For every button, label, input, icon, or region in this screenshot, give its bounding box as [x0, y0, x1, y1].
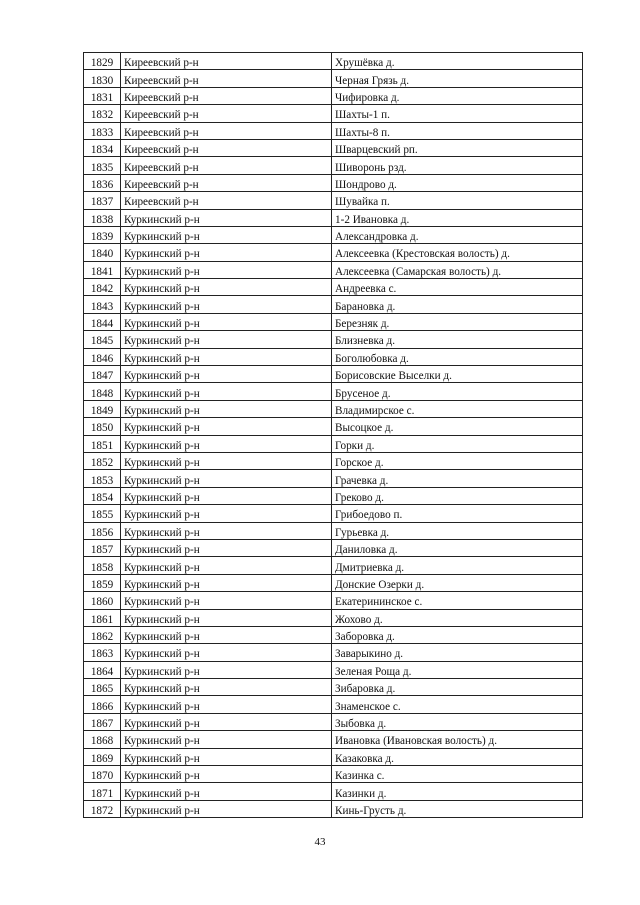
settlement-cell: Шахты-1 п.	[332, 105, 583, 122]
row-number-cell: 1849	[84, 400, 121, 417]
settlement-cell: Заварыкино д.	[332, 644, 583, 661]
row-number-cell: 1872	[84, 800, 121, 817]
row-number-cell: 1865	[84, 679, 121, 696]
district-cell: Куркинский р-н	[121, 435, 332, 452]
row-number-cell: 1871	[84, 783, 121, 800]
table-row	[84, 452, 583, 469]
district-cell: Куркинский р-н	[121, 505, 332, 522]
settlement-cell: Кинь-Грусть д.	[332, 800, 583, 817]
settlement-cell: Хрушёвка д.	[332, 53, 583, 70]
settlement-cell: Грачевка д.	[332, 470, 583, 487]
row-number-cell: 1834	[84, 139, 121, 156]
row-number-cell: 1862	[84, 626, 121, 643]
settlement-cell: Боголюбовка д.	[332, 348, 583, 365]
settlement-cell: Донские Озерки д.	[332, 574, 583, 591]
settlement-cell: Борисовские Выселки д.	[332, 366, 583, 383]
row-number-cell: 1843	[84, 296, 121, 313]
row-number-cell: 1835	[84, 157, 121, 174]
settlement-cell: Жохово д.	[332, 609, 583, 626]
district-cell: Куркинский р-н	[121, 609, 332, 626]
settlement-cell: Владимирское с.	[332, 400, 583, 417]
district-cell: Киреевский р-н	[121, 157, 332, 174]
table-row	[84, 626, 583, 643]
district-cell: Куркинский р-н	[121, 470, 332, 487]
table-row	[84, 192, 583, 209]
district-cell: Куркинский р-н	[121, 279, 332, 296]
settlement-cell: Казаковка д.	[332, 748, 583, 765]
row-number-cell: 1852	[84, 452, 121, 469]
district-cell: Киреевский р-н	[121, 70, 332, 87]
district-cell: Куркинский р-н	[121, 626, 332, 643]
district-cell: Куркинский р-н	[121, 574, 332, 591]
table-row	[84, 644, 583, 661]
page-number: 43	[314, 836, 326, 848]
district-cell: Киреевский р-н	[121, 139, 332, 156]
row-number-cell: 1842	[84, 279, 121, 296]
table-row	[84, 122, 583, 139]
settlement-cell: Гурьевка д.	[332, 522, 583, 539]
row-number-cell: 1845	[84, 331, 121, 348]
settlement-cell: Андреевка с.	[332, 279, 583, 296]
table-row	[84, 470, 583, 487]
row-number-cell: 1838	[84, 209, 121, 226]
table-row	[84, 574, 583, 591]
table-row	[84, 557, 583, 574]
settlement-cell: Шварцевский рп.	[332, 139, 583, 156]
district-cell: Куркинский р-н	[121, 331, 332, 348]
table-row	[84, 70, 583, 87]
table-row	[84, 348, 583, 365]
table-row	[84, 661, 583, 678]
row-number-cell: 1870	[84, 766, 121, 783]
row-number-cell: 1829	[84, 53, 121, 70]
district-cell: Куркинский р-н	[121, 400, 332, 417]
row-number-cell: 1837	[84, 192, 121, 209]
district-cell: Куркинский р-н	[121, 418, 332, 435]
row-number-cell: 1855	[84, 505, 121, 522]
table-row	[84, 505, 583, 522]
settlement-cell: Черная Грязь д.	[332, 70, 583, 87]
row-number-cell: 1841	[84, 261, 121, 278]
district-cell: Киреевский р-н	[121, 174, 332, 191]
row-number-cell: 1830	[84, 70, 121, 87]
district-cell: Куркинский р-н	[121, 557, 332, 574]
table-row	[84, 696, 583, 713]
settlement-cell: Зибаровка д.	[332, 679, 583, 696]
settlement-cell: Знаменское с.	[332, 696, 583, 713]
settlement-cell: Ивановка (Ивановская волость) д.	[332, 731, 583, 748]
table-row	[84, 766, 583, 783]
row-number-cell: 1840	[84, 244, 121, 261]
table-row	[84, 679, 583, 696]
district-cell: Куркинский р-н	[121, 348, 332, 365]
table-row	[84, 366, 583, 383]
settlement-cell: Шондрово д.	[332, 174, 583, 191]
row-number-cell: 1853	[84, 470, 121, 487]
row-number-cell: 1851	[84, 435, 121, 452]
row-number-cell: 1861	[84, 609, 121, 626]
district-cell: Куркинский р-н	[121, 261, 332, 278]
row-number-cell: 1858	[84, 557, 121, 574]
row-number-cell: 1850	[84, 418, 121, 435]
row-number-cell: 1856	[84, 522, 121, 539]
row-number-cell: 1832	[84, 105, 121, 122]
settlement-cell: Казинка с.	[332, 766, 583, 783]
table-row	[84, 261, 583, 278]
table-row	[84, 139, 583, 156]
table-row	[84, 731, 583, 748]
settlement-cell: Греково д.	[332, 487, 583, 504]
settlement-cell: Заборовка д.	[332, 626, 583, 643]
district-cell: Куркинский р-н	[121, 644, 332, 661]
table-row	[84, 87, 583, 104]
district-cell: Куркинский р-н	[121, 783, 332, 800]
table-row	[84, 331, 583, 348]
district-cell: Куркинский р-н	[121, 313, 332, 330]
table-body	[84, 53, 583, 818]
row-number-cell: 1848	[84, 383, 121, 400]
settlements-table	[83, 52, 583, 818]
table-row	[84, 157, 583, 174]
settlement-cell: Горки д.	[332, 435, 583, 452]
settlement-cell: Зыбовка д.	[332, 713, 583, 730]
table-row	[84, 748, 583, 765]
row-number-cell: 1859	[84, 574, 121, 591]
table-row	[84, 609, 583, 626]
settlement-cell: Шувайка п.	[332, 192, 583, 209]
settlement-cell: Казинки д.	[332, 783, 583, 800]
district-cell: Куркинский р-н	[121, 209, 332, 226]
row-number-cell: 1836	[84, 174, 121, 191]
row-number-cell: 1831	[84, 87, 121, 104]
table-row	[84, 296, 583, 313]
settlement-cell: Алексеевка (Самарская волость) д.	[332, 261, 583, 278]
district-cell: Куркинский р-н	[121, 800, 332, 817]
row-number-cell: 1854	[84, 487, 121, 504]
row-number-cell: 1866	[84, 696, 121, 713]
table-row	[84, 418, 583, 435]
settlement-cell: Высоцкое д.	[332, 418, 583, 435]
row-number-cell: 1846	[84, 348, 121, 365]
settlement-cell: Горское д.	[332, 452, 583, 469]
row-number-cell: 1844	[84, 313, 121, 330]
district-cell: Куркинский р-н	[121, 522, 332, 539]
district-cell: Киреевский р-н	[121, 105, 332, 122]
table-row	[84, 400, 583, 417]
district-cell: Куркинский р-н	[121, 366, 332, 383]
table-row	[84, 313, 583, 330]
district-cell: Куркинский р-н	[121, 592, 332, 609]
row-number-cell: 1847	[84, 366, 121, 383]
table-row	[84, 383, 583, 400]
settlement-cell: Екатерининское с.	[332, 592, 583, 609]
district-cell: Киреевский р-н	[121, 122, 332, 139]
district-cell: Куркинский р-н	[121, 226, 332, 243]
settlement-cell: Барановка д.	[332, 296, 583, 313]
district-cell: Куркинский р-н	[121, 487, 332, 504]
row-number-cell: 1839	[84, 226, 121, 243]
table-row	[84, 783, 583, 800]
settlement-cell: Зеленая Роща д.	[332, 661, 583, 678]
row-number-cell: 1867	[84, 713, 121, 730]
district-cell: Киреевский р-н	[121, 53, 332, 70]
table-row	[84, 522, 583, 539]
district-cell: Куркинский р-н	[121, 661, 332, 678]
row-number-cell: 1869	[84, 748, 121, 765]
table-row	[84, 209, 583, 226]
district-cell: Киреевский р-н	[121, 87, 332, 104]
district-cell: Куркинский р-н	[121, 696, 332, 713]
table-row	[84, 800, 583, 817]
district-cell: Куркинский р-н	[121, 748, 332, 765]
district-cell: Куркинский р-н	[121, 244, 332, 261]
table-row	[84, 226, 583, 243]
row-number-cell: 1833	[84, 122, 121, 139]
settlement-cell: Дмитриевка д.	[332, 557, 583, 574]
settlement-cell: Чифировка д.	[332, 87, 583, 104]
settlement-cell: Брусеное д.	[332, 383, 583, 400]
table-row	[84, 713, 583, 730]
table-row	[84, 592, 583, 609]
district-cell: Куркинский р-н	[121, 452, 332, 469]
row-number-cell: 1864	[84, 661, 121, 678]
district-cell: Куркинский р-н	[121, 539, 332, 556]
settlement-cell: 1-2 Ивановка д.	[332, 209, 583, 226]
table-row	[84, 487, 583, 504]
district-cell: Куркинский р-н	[121, 731, 332, 748]
settlement-cell: Березняк д.	[332, 313, 583, 330]
district-cell: Куркинский р-н	[121, 383, 332, 400]
settlement-cell: Алексеевка (Крестовская волость) д.	[332, 244, 583, 261]
settlement-cell: Близневка д.	[332, 331, 583, 348]
settlement-cell: Грибоедово п.	[332, 505, 583, 522]
table-row	[84, 174, 583, 191]
table-row	[84, 539, 583, 556]
row-number-cell: 1860	[84, 592, 121, 609]
table-row	[84, 279, 583, 296]
table-row	[84, 435, 583, 452]
settlement-cell: Шиворонь рзд.	[332, 157, 583, 174]
district-cell: Куркинский р-н	[121, 296, 332, 313]
district-cell: Куркинский р-н	[121, 766, 332, 783]
settlement-cell: Даниловка д.	[332, 539, 583, 556]
district-cell: Киреевский р-н	[121, 192, 332, 209]
row-number-cell: 1868	[84, 731, 121, 748]
district-cell: Куркинский р-н	[121, 713, 332, 730]
settlement-cell: Шахты-8 п.	[332, 122, 583, 139]
table-row	[84, 53, 583, 70]
table-row	[84, 244, 583, 261]
settlement-cell: Александровка д.	[332, 226, 583, 243]
district-cell: Куркинский р-н	[121, 679, 332, 696]
table-row	[84, 105, 583, 122]
row-number-cell: 1857	[84, 539, 121, 556]
row-number-cell: 1863	[84, 644, 121, 661]
